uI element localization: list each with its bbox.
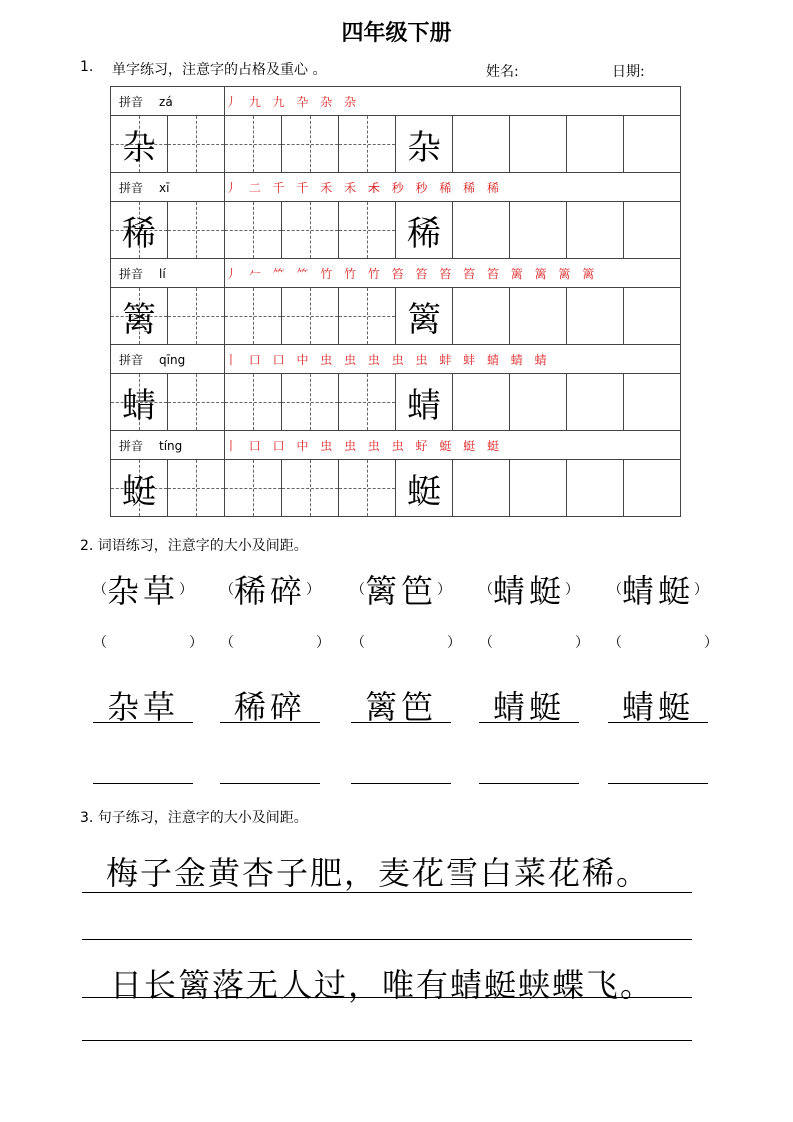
word-with-pinyin-blank: （ 篱笆 ） [351,566,451,612]
writing-cell[interactable] [282,460,339,517]
writing-cell[interactable] [396,288,453,345]
pinyin-label: 拼音 [119,266,144,281]
writing-cell[interactable] [624,460,681,517]
pinyin-cell [111,345,225,374]
writing-cell[interactable] [453,116,510,173]
writing-cell[interactable] [567,460,624,517]
writing-cell[interactable] [282,288,339,345]
writing-cell[interactable] [168,288,225,345]
writing-cell[interactable] [339,202,396,259]
pinyin-cell [111,431,225,460]
name-label: 姓名: [486,64,519,80]
writing-cell[interactable] [339,116,396,173]
writing-cell[interactable] [111,374,168,431]
pinyin-blank[interactable]: （ ） [93,635,203,651]
writing-line[interactable] [82,997,692,998]
section1-heading: 单字练习，注意字的占格及重心 。 [112,62,327,78]
word-trace-line[interactable]: 稀碎 [220,682,320,723]
writing-cell[interactable] [111,202,168,259]
writing-cell[interactable] [168,202,225,259]
writing-cell[interactable] [111,116,168,173]
pinyin-label: 拼音 [119,352,144,367]
pinyin-cell [111,87,225,116]
word-trace-line[interactable]: 蜻蜓 [479,682,579,723]
stroke-order [225,345,681,374]
writing-cell[interactable] [111,288,168,345]
word-blank-line[interactable] [93,743,193,784]
writing-cell[interactable] [510,460,567,517]
model-character: 杂 [407,127,441,168]
writing-cell[interactable] [282,374,339,431]
word: 稀碎 [234,572,307,610]
pinyin: xī [159,180,170,195]
writing-cell[interactable] [453,202,510,259]
word-with-pinyin-blank: （ 蜻蜓 ） [479,566,579,612]
stroke-order [225,87,681,116]
writing-cell[interactable] [225,460,282,517]
word: 蜻蜓 [493,572,566,610]
writing-cell[interactable] [567,116,624,173]
word-with-pinyin-blank: （ 蜻蜓 ） [608,566,708,612]
writing-cell[interactable] [396,116,453,173]
writing-cell[interactable] [567,374,624,431]
writing-cell[interactable] [567,288,624,345]
pinyin: qīng [159,352,186,367]
model-character: 篱 [122,299,156,340]
sentence-1: 梅子金黄杏子肥，麦花雪白菜花稀。 [106,854,651,892]
writing-line[interactable] [82,939,692,940]
writing-cell[interactable] [282,116,339,173]
model-character: 蜻 [407,385,441,426]
model-character: 稀 [122,213,156,254]
word-with-pinyin-blank: （ 稀碎 ） [220,566,320,612]
writing-cell[interactable] [396,202,453,259]
writing-cell[interactable] [624,288,681,345]
writing-cell[interactable] [225,374,282,431]
writing-cell[interactable] [510,202,567,259]
model-character: 蜓 [122,471,156,512]
model-character: 篱 [407,299,441,340]
pinyin-blank[interactable]: （ ） [479,635,589,651]
stroke-order-text: 丨 口 口 中 虫 虫 虫 虫 虸 蜓 蜓 蜓 [225,438,503,453]
writing-cell[interactable] [225,288,282,345]
word-blank-line[interactable] [479,743,579,784]
writing-cell[interactable] [339,288,396,345]
writing-cell[interactable] [453,460,510,517]
section3-heading: 3. 句子练习，注意字的大小及间距。 [80,810,308,826]
writing-cell[interactable] [624,374,681,431]
writing-cell[interactable] [396,374,453,431]
pinyin-cell [111,173,225,202]
stroke-order [225,259,681,288]
writing-line[interactable] [82,892,692,893]
pinyin: lí [159,266,166,281]
sentence-2: 日长篱落无人过，唯有蜻蜓蛱蝶飞。 [110,966,655,1004]
model-character: 蜓 [407,471,441,512]
pinyin-blank[interactable]: （ ） [220,635,330,651]
writing-cell[interactable] [624,116,681,173]
word-blank-line[interactable] [220,743,320,784]
pinyin-blank[interactable]: （ ） [351,635,461,651]
model-character: 稀 [407,213,441,254]
word-trace-line[interactable]: 杂草 [93,682,193,723]
word-with-pinyin-blank: （ 杂草 ） [93,566,193,612]
pinyin: zá [159,94,173,109]
writing-cell[interactable] [510,374,567,431]
word-blank-line[interactable] [351,743,451,784]
character-practice-grid [110,86,681,517]
writing-cell[interactable] [168,374,225,431]
page-title: 四年级下册 [341,21,452,46]
pinyin-label: 拼音 [119,180,144,195]
date-label: 日期: [612,64,645,80]
stroke-order-text: 丨 口 口 中 虫 虫 虫 虫 虫 蚌 蚌 蜻 蜻 蜻 [225,352,551,367]
writing-cell[interactable] [339,460,396,517]
pinyin-label: 拼音 [119,94,144,109]
word-blank-line[interactable] [608,743,708,784]
word: 杂草 [107,572,180,610]
writing-cell[interactable] [225,116,282,173]
writing-cell[interactable] [624,202,681,259]
writing-cell[interactable] [282,202,339,259]
writing-cell[interactable] [510,288,567,345]
model-character: 蜻 [122,385,156,426]
word: 篱笆 [365,572,438,610]
writing-line[interactable] [82,1040,692,1041]
writing-cell[interactable] [396,460,453,517]
word-trace-line[interactable]: 篱笆 [351,682,451,723]
pinyin: tíng [159,438,183,453]
writing-cell[interactable] [510,116,567,173]
word-trace-line[interactable]: 蜻蜓 [608,682,708,723]
writing-cell[interactable] [453,374,510,431]
word: 蜻蜓 [622,572,695,610]
stroke-order [225,431,681,460]
writing-cell[interactable] [339,374,396,431]
section1-number: 1. [80,59,94,75]
stroke-order [225,173,681,202]
stroke-order-text: 丿 九 九 卆 杂 杂 [225,94,361,109]
writing-cell[interactable] [111,460,168,517]
pinyin-label: 拼音 [119,438,144,453]
writing-cell[interactable] [168,460,225,517]
writing-cell[interactable] [567,202,624,259]
pinyin-blank[interactable]: （ ） [608,635,718,651]
stroke-order-text: 丿 二 千 千 禾 禾 𥝌 秒 秒 稀 稀 稀 [225,180,503,195]
stroke-order-text: 丿 𠂉 ⺮ ⺮ 竹 竹 竹 笞 笞 笞 笞 笞 篱 篱 篱 篱 [225,266,599,281]
writing-cell[interactable] [168,116,225,173]
section2-heading: 2. 词语练习，注意字的大小及间距。 [80,538,308,554]
writing-cell[interactable] [225,202,282,259]
writing-cell[interactable] [453,288,510,345]
model-character: 杂 [122,127,156,168]
pinyin-cell [111,259,225,288]
